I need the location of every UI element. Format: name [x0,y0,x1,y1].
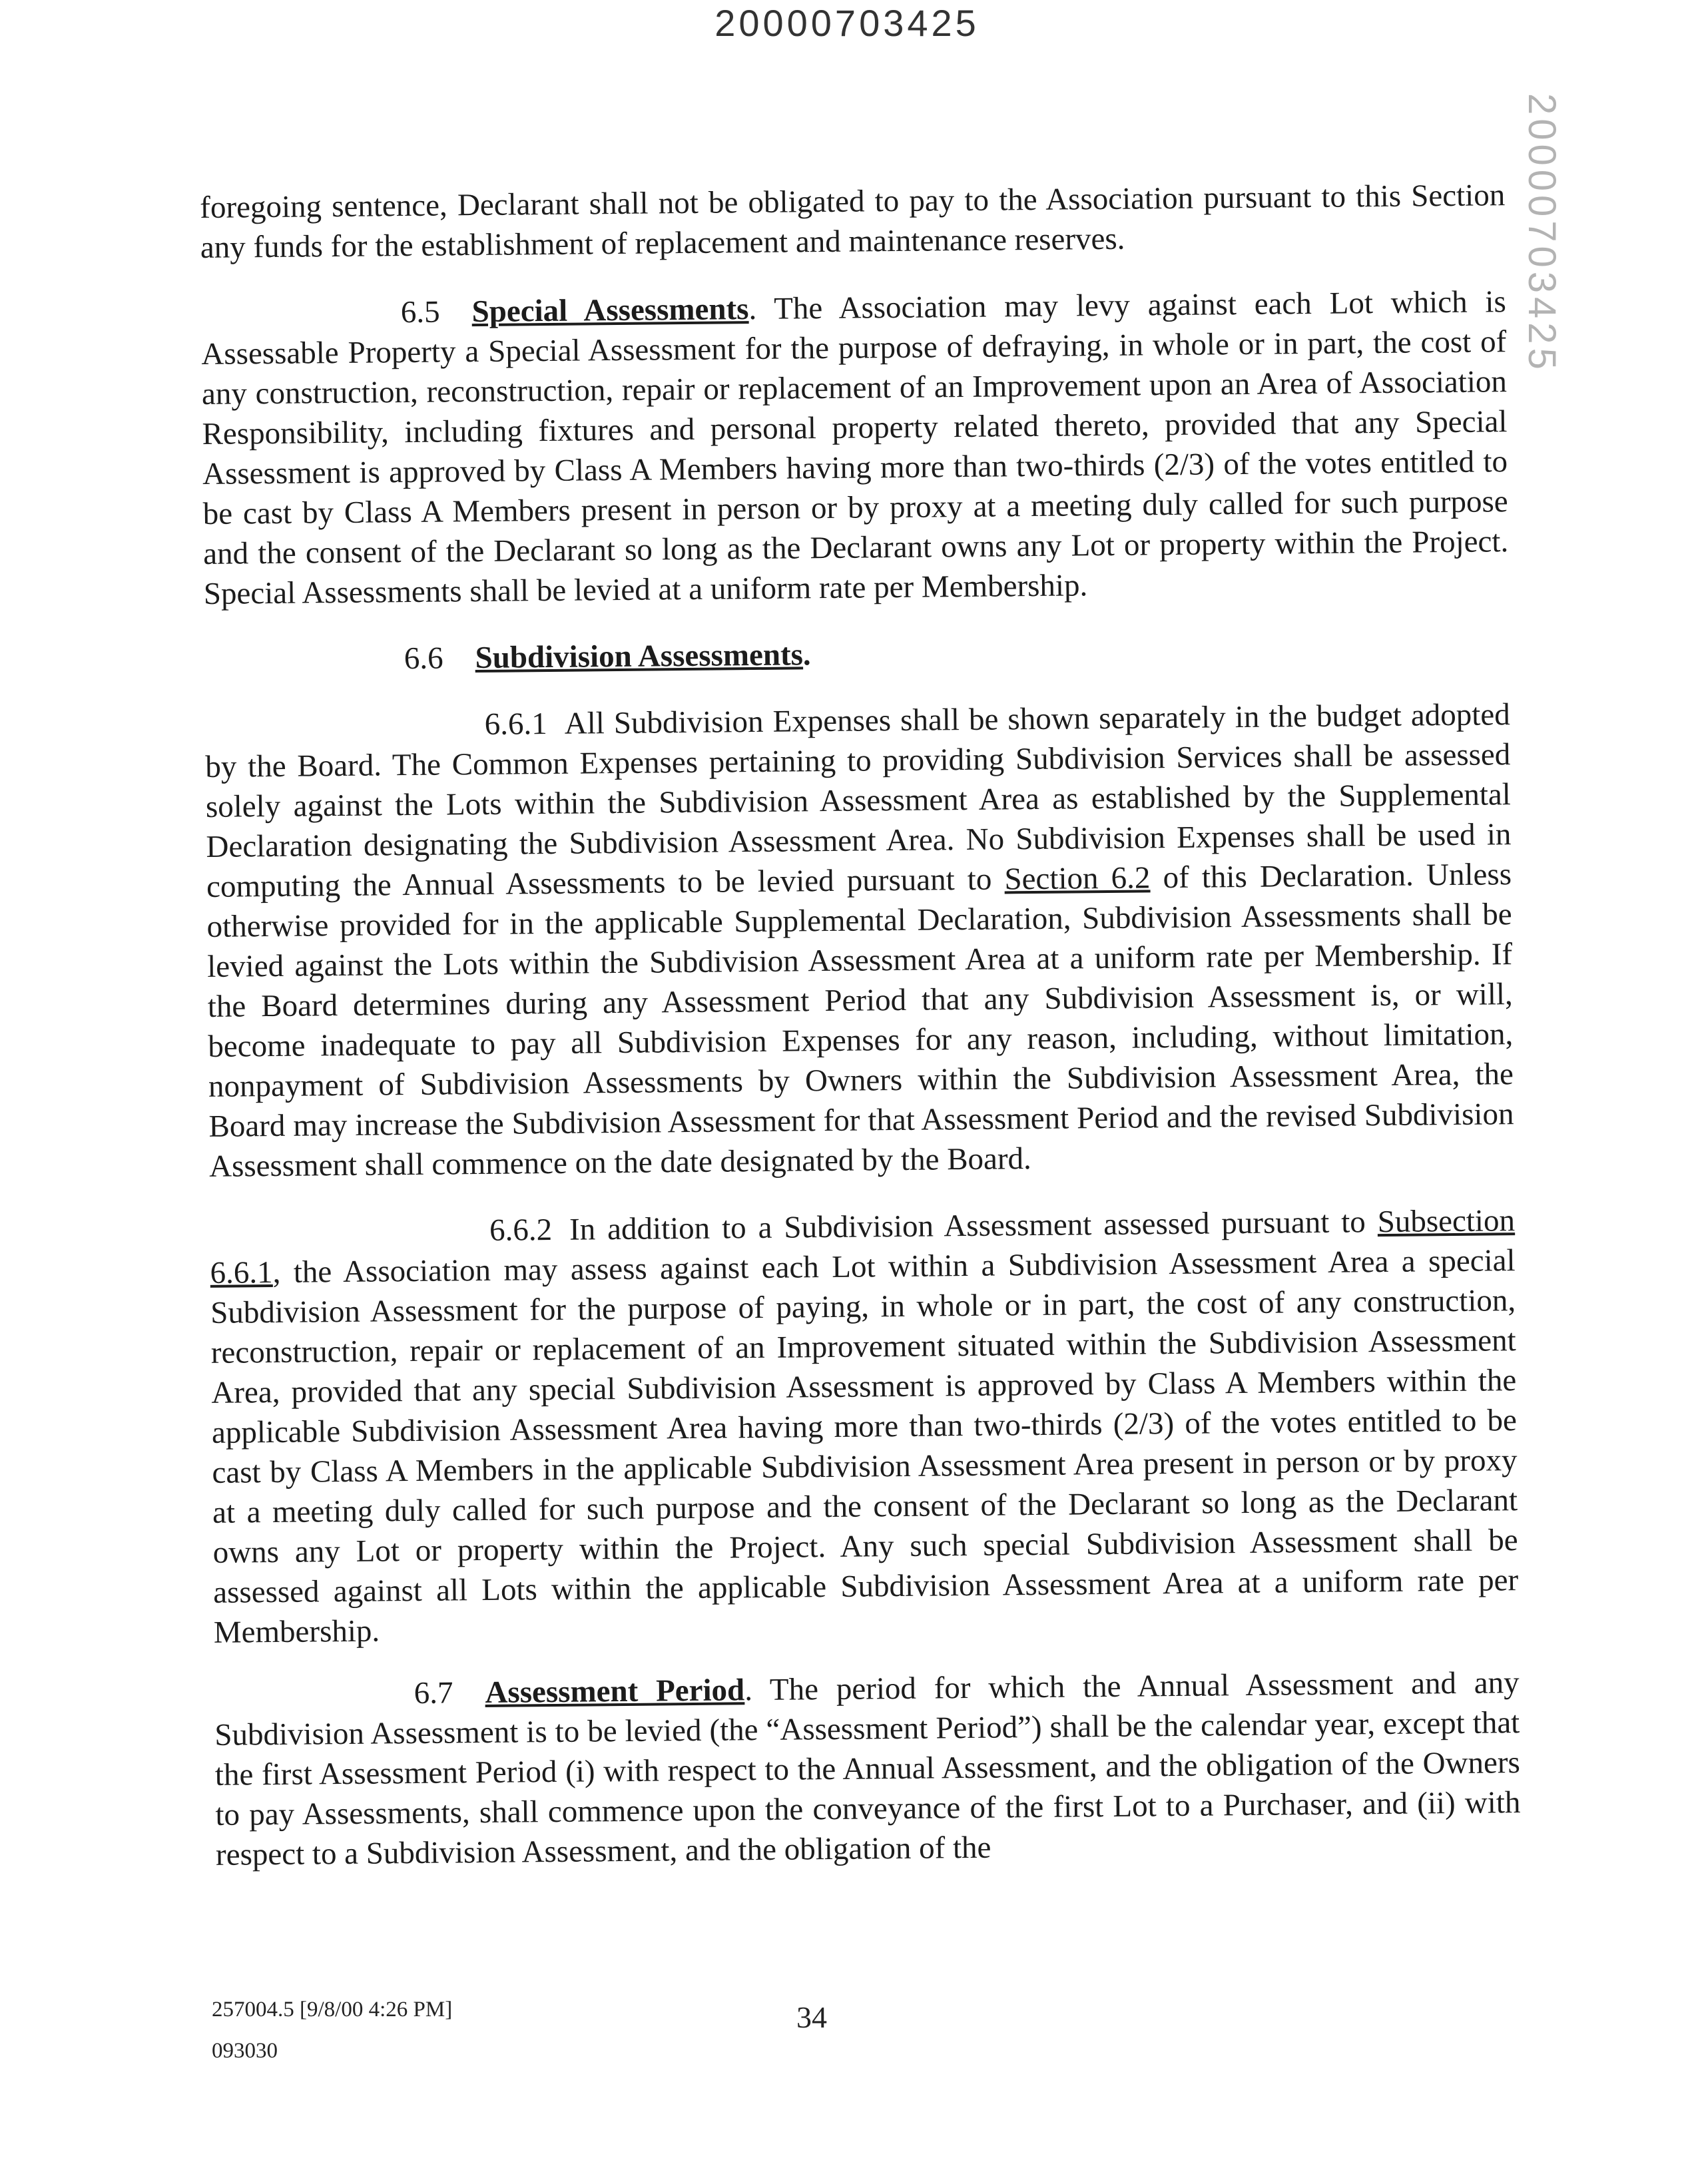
intro-paragraph: foregoing sentence, Declarant shall not be obligated to pay to the Association pursuant to this Section any funds for the establishment of replacement and maintenance reserves. [200,178,1506,265]
section-text: The Association may levy against each Lot which is Assessable Property a Special Assessment for the purpose of defraying, in whole or in part, the cost of any construction, reconstruction, repair or replacement of an Improvement upon an Area of Association Responsibility, including fixtures and personal property related thereto, provided that any Special Assessment is approved by Class A Members having more than two-thirds (2/3) of the votes entitled to be cast by Class A Members present in person or by proxy at a meeting duly called for such purpose and the consent of the Declarant so long as the Declarant owns any Lot or property within the Project. Special Assessments shall be levied at a uniform rate per Membership. [201,284,1509,611]
section-heading: Assessment Period [485,1673,745,1710]
section-6-5 [201,282,1510,614]
subsection-6-6-2 [210,1201,1519,1653]
subsection-text-a: In addition to a Subdivision Assessment assessed pursuant to [569,1205,1378,1247]
section-text: The period for which the Annual Assessment and any Subdivision Assessment is to be levied (the “Assessment Period”) shall be the calendar year, except that the first Assessment Period (i) with respect to the Annual Assessment, and the obligation of the Owners to pay Assessments, shall commence upon the conveyance of the first Lot to a Purchaser, and (ii) with respect to a Subdivision Assessment, and the obligation of the [214,1665,1521,1872]
subsection-6-6-1 [204,694,1514,1187]
subsection-number: 6.6.1 [484,706,548,742]
side-stamp: 20000703425 [1520,93,1563,374]
document-body [200,175,1521,1875]
heading-punct: . [744,1673,753,1708]
section-number: 6.6 [404,641,443,677]
section-number: 6.7 [414,1675,453,1711]
section-reference: Section 6.2 [1004,860,1151,897]
section-number: 6.5 [400,294,440,330]
subsection-text-a: All Subdivision Expenses shall be shown separately in the budget adopted by the Board. The Common Expenses pertaining to providing Subdivision Services shall be assessed solely against the Lots within the Subdivision Assessment Area as established by the Supplemental Declaration designating the Subdivision Assessment Area. No Subdivision Expenses shall be used in computing the Annual Assessments to be levied pursuant to [205,697,1512,904]
section-heading: Subdivision Assessments [475,637,804,676]
subsection-text-b: of this Declaration. Unless otherwise provided for in the applicable Supplemental Declaration, Subdivision Assessments shall be levied against the Lots within the Subdivision Assessment Area at a uniform rate per Membership. If the Board determines during any Assessment Period that any Subdivision Assessment is, or will, become inadequate to pay all Subdivision Expenses for any reason, including, without limitation, nonpayment of Subdivision Assessments by Owners within the Subdivision Assessment Area, the Board may increase the Subdivision Assessment for that Assessment Period and the revised Subdivision Assessment shall commence on the date designated by the Board. [206,857,1514,1184]
section-6-7 [214,1663,1521,1875]
subsection-number: 6.6.2 [489,1212,553,1248]
heading-punct: . [802,637,811,673]
document-number: 20000703425 [714,2,980,44]
section-heading: Special Assessments [471,292,749,330]
subsection-text-b: , the Association may assess against each Lot within a Subdivision Assessment Area a special Subdivision Assessment for the purpose of paying, in whole or in part, the cost of any construction, reconstruction, repair or replacement of an Improvement situated within the Subdivision Assessment Area, provided that any special Subdivision Assessment is approved by Class A Members within the applicable Subdivision Assessment Area having more than two-thirds (2/3) of the votes entitled to be cast by Class A Members in the applicable Subdivision Assessment Area present in person or by proxy at a meeting duly called for such purpose and the consent of the Declarant so long as the Declarant owns any Lot or property within the Project. Any such special Subdivision Assessment shall be assessed against all Lots within the applicable Subdivision Assessment Area at a uniform rate per Membership. [210,1243,1519,1650]
subsection-reference: Subsection 6.6.1 [210,1203,1516,1290]
footer-code: 093030 [212,2039,278,2063]
heading-punct: . [748,291,757,327]
page-number: 34 [796,2000,827,2034]
footer-document-id: 257004.5 [9/8/00 4:26 PM] [212,1998,453,2022]
